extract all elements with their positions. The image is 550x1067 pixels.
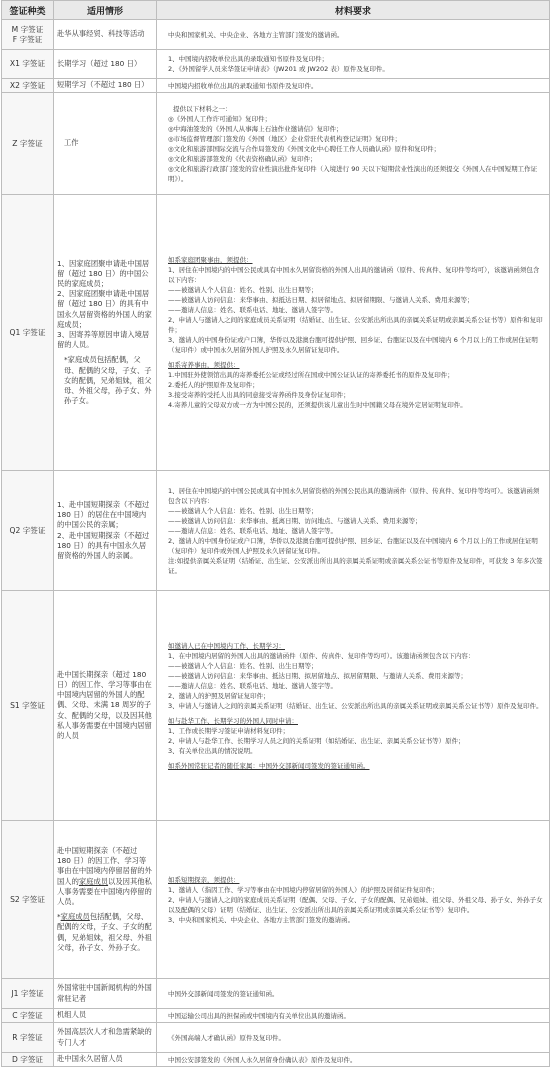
requirement-line: 2.委托人的护照原件及复印件； bbox=[168, 381, 259, 389]
visa-type-cell: Q2 字签证 bbox=[2, 471, 54, 591]
visa-type-cell: C 字签证 bbox=[2, 1009, 54, 1023]
visa-type-cell: D 字签证 bbox=[2, 1053, 54, 1067]
requirement-line: ——邀请人信息：姓名、联系电话、地址、邀请人签字等。 bbox=[168, 306, 337, 314]
scope-cell: 赴中国长期探亲（超过 180 日）的因工作、学习等事由在中国境内居留的外国人的配偶、父母、未满 18 周岁的子女、配偶的父母，以及因其他私人事务需要在中国境内居留的人员 bbox=[54, 591, 157, 821]
requirement-line: 3、邀请人的中国身份证或户口簿，华侨以及港澳台胞可提供护照、回乡证、台胞证以及在中国境内 6 个月以上的工作或居住证明（复印件）或中国永久居留外国人护照及永久居留证复印件。 bbox=[168, 336, 538, 354]
requirement-line: ◎市场监督管理部门签发的《外国（地区）企业常驻代表机构登记证明》复印件； bbox=[168, 134, 402, 143]
requirement-line: 1、邀请人（指因工作、学习等事由在中国境内停留居留的外国人）的护照及居留证件复印件； bbox=[168, 885, 439, 894]
table-row-q2 bbox=[2, 471, 550, 591]
requirement-line: ——邀请人信息：姓名、联系电话、地址、邀请人签字等。 bbox=[168, 526, 337, 535]
requirement-text: 中央和国家机关、中央企业、各地方主管部门签发的邀请函。 bbox=[168, 30, 344, 39]
requirement-line: ——被邀请人访问信息：来华事由、抵离日期、访问地点、与邀请人关系、费用来源等； bbox=[168, 516, 422, 525]
scope-cell bbox=[54, 195, 157, 471]
requirement-text: 中国境内招收单位出具的录取通知书原件及复印件。 bbox=[168, 81, 318, 90]
requirement-line: 2、申请人与邀请人之间的家庭成员关系证明（结婚证、出生证、公安派出所出具的亲属关系证明或亲属关系公证书等）原件和复印件； bbox=[168, 316, 543, 334]
requirement-cell bbox=[157, 1009, 550, 1023]
visa-type-m: M 字签证 bbox=[11, 24, 44, 34]
requirement-line: 提供以下材料之一： bbox=[173, 104, 232, 113]
scope-text: 赴中国短期探亲（不超过 180 日）的因工作、学习等事由在中国境内停留居留的外国人的 bbox=[57, 845, 152, 886]
table-row-j1 bbox=[2, 979, 550, 1009]
visa-type-cell: S1 字签证 bbox=[2, 591, 54, 821]
requirement-line: ——被邀请人访问信息：来华事由、拟抵达日期、拟居留地点、拟居留期限、与邀请人关系、费用来源等； bbox=[168, 296, 474, 304]
requirement-line: ——被邀请人个人信息：姓名、性别、出生日期等； bbox=[168, 286, 318, 294]
requirement-cell bbox=[157, 79, 550, 93]
scope-cell bbox=[54, 471, 157, 591]
requirement-line: 1、居住在中国境内的中国公民或具有中国永久居留资格的外国人出具的邀请函（原件、传真件、复印件等均可），该邀请函须包含以下内容： bbox=[168, 266, 540, 284]
requirement-text: 《外国高端人才确认函》原件及复印件。 bbox=[168, 1033, 285, 1042]
scope-line: 1、赴中国短期探亲（不超过 180 日）的居住在中国境内的中国公民的亲属； bbox=[57, 499, 150, 530]
section-title: 如与赴华工作、长期学习的外国人同时申请： bbox=[168, 716, 298, 725]
requirement-line: ——邀请人信息：姓名、联系电话、地址、邀请人签字等。 bbox=[168, 681, 337, 690]
visa-type-cell: J1 字签证 bbox=[2, 979, 54, 1009]
scope-text: 以及因其他私人事务需要在中国境内停留的人员。 bbox=[57, 876, 152, 906]
table-row-z bbox=[2, 93, 550, 195]
family-member-term: 家庭成员 bbox=[60, 912, 90, 922]
section-title: 如系短期探亲，须提供： bbox=[168, 875, 240, 884]
scope-family-term: 家庭成员 bbox=[78, 876, 109, 886]
requirement-line: ◎《外国人工作许可通知》复印件； bbox=[168, 114, 272, 123]
visa-type-f: F 字签证 bbox=[12, 34, 43, 44]
section-title: 如邀请人已在中国境内工作、长期学习： bbox=[168, 641, 285, 650]
requirement-cell bbox=[157, 93, 550, 195]
scope-cell: 机组人员 bbox=[54, 1009, 157, 1023]
scope-line: 2、因家庭团聚申请赴中国居留（超过 180 日）的具有中国永久居留资格的外国人的家庭成员； bbox=[57, 289, 152, 329]
visa-type-cell: Z 字签证 bbox=[2, 93, 54, 195]
table-row-s1 bbox=[2, 591, 550, 821]
requirement-cell bbox=[157, 1053, 550, 1067]
scope-cell: 外国常驻中国新闻机构的外国常驻记者 bbox=[54, 979, 157, 1009]
scope-line: 2、赴中国短期探亲（不超过 180 日）的具有中国永久居留资格的外国人的亲属。 bbox=[57, 530, 150, 560]
scope-cell: 赴中国永久居留人员 bbox=[54, 1053, 157, 1067]
requirement-line: 1、工作或长期学习签证申请材料复印件； bbox=[168, 726, 290, 735]
requirement-line: 2、邀请人的护照及居留证复印件； bbox=[168, 691, 270, 700]
table-row-s2 bbox=[2, 821, 550, 979]
requirement-line: 3、有关单位出具的情况说明。 bbox=[168, 746, 257, 755]
requirement-line: ——被邀请人个人信息：姓名、性别、出生日期等； bbox=[168, 506, 318, 515]
requirement-line: 1、在中国境内居留的外国人出具的邀请函件（原件、传真件、复印件等均可）。该邀请函须包含以下内容： bbox=[168, 651, 475, 660]
requirement-line: 3.接受寄养的受托人出具的同意接受寄养函件及身份证复印件； bbox=[168, 391, 350, 399]
visa-type-cell: X1 字签证 bbox=[2, 50, 54, 79]
requirement-line: 2、《外国留学人员来华签证申请表》（JW201 或 JW202 表）原件及复印件。 bbox=[168, 65, 389, 73]
scope-cell: 短期学习（不超过 180 日） bbox=[54, 79, 157, 93]
scope-cell: 长期学习（超过 180 日） bbox=[54, 50, 157, 79]
requirement-cell bbox=[157, 20, 550, 50]
visa-type-cell: S2 字签证 bbox=[2, 821, 54, 979]
scope-cell: 赴华从事经贸、科技等活动 bbox=[54, 20, 157, 50]
requirement-cell bbox=[157, 591, 550, 821]
header-visa-type: 签证种类 bbox=[2, 1, 54, 20]
visa-type-cell: R 字签证 bbox=[2, 1023, 54, 1053]
scope-cell: 赴中国短期探亲（不超过 180 日）的因工作、学习等事由在中国境内停留居留的外国人的家庭成员以及因其他私人事务需要在中国境内停留的人员。 *家庭成员包括配偶，父母、配偶的父母，子女、子女的配偶，兄弟姐妹，祖父母、外祖父母，孙子女、外孙子女。 bbox=[54, 821, 157, 979]
requirement-line: ◎文化和旅游部国际交流与合作局签发的《外国文化中心聘任工作人员确认函》原件和复印件； bbox=[168, 144, 441, 153]
requirement-line: 1、中国境内招收单位出具的录取通知书原件及复印件； bbox=[168, 55, 329, 63]
scope-cell bbox=[54, 93, 157, 195]
requirement-line: ◎文化和旅游行政部门签发的营业性演出批件复印件（入境进行 90 天以下短期营业性演出的还须提交《外国人在中国短期工作证明》）。 bbox=[168, 164, 538, 183]
requirement-line: 3、中央和国家机关、中央企业、各地方主管部门签发的邀请函。 bbox=[168, 915, 355, 924]
visa-type-cell: X2 字签证 bbox=[2, 79, 54, 93]
requirement-cell bbox=[157, 821, 550, 979]
requirement-line: ——被邀请人个人信息：姓名、性别、出生日期等； bbox=[168, 661, 318, 670]
requirement-cell bbox=[157, 1023, 550, 1053]
requirement-line: 1.中国驻外使领馆出具的寄养委托公证或经过所在国或中国公证认证的寄养委托书的原件及复印件； bbox=[168, 371, 454, 379]
family-member-note: *家庭成员包括配偶，父母、配偶的父母，子女、子女的配偶，兄弟姐妹，祖父母、外祖父母，孙子女、外孙子女。 bbox=[64, 355, 152, 406]
requirement-line: ——被邀请人访问信息：来华事由、抵达日期、拟居留地点、拟居留期限、与邀请人关系、费用来源等； bbox=[168, 671, 467, 680]
requirement-line: 注:如提供亲属关系证明（结婚证、出生证、公安派出所出具的亲属关系证明或亲属关系公证书等原件及复印件，可获发 3 年多次签证。 bbox=[168, 556, 543, 575]
requirement-line: ◎中海油签发的《外国人从事海上石油作业邀请信》复印件； bbox=[168, 124, 343, 133]
table-header-row bbox=[2, 1, 550, 20]
scope-line: 1、因家庭团聚申请赴中国居留（超过 180 日）的中国公民的家庭成员； bbox=[57, 258, 150, 288]
section-title: 如系家庭团聚事由，须提供： bbox=[168, 256, 253, 264]
visa-type-cell bbox=[2, 20, 54, 50]
table-row-d bbox=[2, 1053, 550, 1067]
table-row-x1 bbox=[2, 50, 550, 79]
scope-text: 工作 bbox=[64, 138, 79, 148]
section-title: 如系外国常驻记者的随任家属：中国外交部新闻司签发的签证通知函。 bbox=[168, 761, 370, 770]
header-required-materials: 材料要求 bbox=[157, 1, 550, 20]
requirement-line: 2、申请人与赴华工作、长期学习人员之间的关系证明（如结婚证、出生证、亲属关系公证书等）原件； bbox=[168, 736, 465, 745]
header-applicable-case: 适用情形 bbox=[54, 1, 157, 20]
requirement-line: 4.寄养儿童的父母双方或一方为中国公民的，还须提供该儿童出生时中国籍父母在境外定居证明复印件。 bbox=[168, 401, 467, 409]
requirement-cell bbox=[157, 979, 550, 1009]
requirement-text: 中国运输公司出具的担保函或中国境内有关单位出具的邀请函。 bbox=[168, 1011, 350, 1020]
table-row-m-f bbox=[2, 20, 550, 50]
requirement-line: 3、申请人与邀请人之间的亲属关系证明（结婚证、出生证、公安派出所出具的亲属关系证明或亲属关系公证书等）原件及复印件。 bbox=[168, 701, 543, 710]
family-member-note: 包括配偶，父母、配偶的父母，子女、子女的配偶，兄弟姐妹，祖父母、外祖父母，孙子女、外孙子女。 bbox=[57, 912, 152, 952]
requirement-line: ◎文化和旅游部签发的《代表资格确认函》复印件； bbox=[168, 154, 317, 163]
requirement-cell bbox=[157, 195, 550, 471]
requirement-cell bbox=[157, 50, 550, 79]
visa-table bbox=[1, 0, 550, 1067]
requirement-line: 2、邀请人的中国身份证或户口簿，华侨以及港澳台胞可提供护照、回乡证、台胞证以及在中国境内 6 个月以上的工作或居住证明（复印件）复印件或外国人护照及永久居留证复印件。 bbox=[168, 536, 538, 555]
requirement-text: 中国公安部签发的《外国人永久居留身份确认表》原件及复印件。 bbox=[168, 1055, 357, 1064]
table-row-x2 bbox=[2, 79, 550, 93]
scope-line: 3、因寄养等原因申请入境居留的人员。 bbox=[57, 330, 150, 350]
requirement-cell bbox=[157, 471, 550, 591]
table-row-c bbox=[2, 1009, 550, 1023]
table-row-r bbox=[2, 1023, 550, 1053]
table-row-q1 bbox=[2, 195, 550, 471]
requirement-line: 1、居住在中国境内的中国公民或具有中国永久居留资格的外国公民出具的邀请函件（原件、传真件、复印件等均可）。该邀请函须包含以下内容： bbox=[168, 486, 540, 505]
section-title: 如系寄养事由，须提供： bbox=[168, 361, 240, 369]
requirement-text: 中国外交部新闻司签发的签证通知函。 bbox=[168, 989, 279, 998]
requirement-line: 2、申请人与邀请人之间的家庭成员关系证明（配偶、父母、子女、子女的配偶、兄弟姐妹、祖父母、外祖父母、孙子女、外孙子女以及配偶的父母）证明（结婚证、出生证、公安派出所出具的亲属关系证明或亲属关系公证书等）复印件。 bbox=[168, 895, 543, 914]
scope-cell: 外国高层次人才和急需紧缺的专门人才 bbox=[54, 1023, 157, 1053]
visa-type-cell: Q1 字签证 bbox=[2, 195, 54, 471]
